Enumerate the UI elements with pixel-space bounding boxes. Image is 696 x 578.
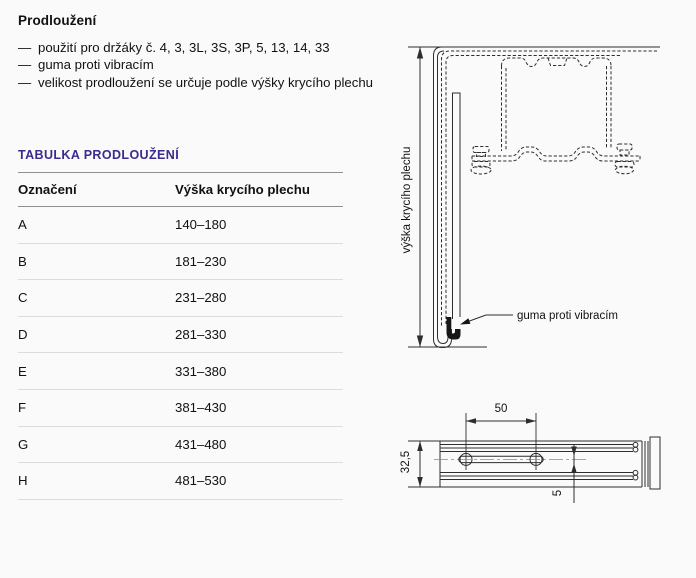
width-dimension [466,403,536,470]
table-header-row [18,172,343,207]
cell-code: G [18,436,29,452]
table-title: TABULKA PRODLOUŽENÍ [18,148,180,162]
bullet-item [18,74,380,91]
gap-dimension [552,444,577,503]
bullet-text: použití pro držáky č. 4, 3, 3L, 3S, 3P, 5, 13, 14, 33 [38,40,330,55]
bullet-text: velikost prodloužení se určuje podle výšky krycího plechu [38,74,373,90]
cell-range: 281–330 [175,327,227,343]
section-height-label: 32,5 [400,450,412,474]
cell-code: A [18,217,27,233]
height-dimension [401,47,487,347]
extension-table [18,148,343,500]
cell-range: 140–180 [175,217,227,233]
cell-range: 481–530 [175,473,227,489]
cell-range: 231–280 [175,290,227,306]
rubber-pad [447,317,461,340]
cell-range: 431–480 [175,436,227,452]
width-dimension-label: 50 [494,403,508,415]
drawing-side-view [380,20,696,370]
cell-code: H [18,473,28,489]
cell-range: 181–230 [175,253,227,269]
cell-range: 381–430 [175,400,227,416]
bullet-text: guma proti vibracím [38,57,154,73]
cell-code: D [18,327,28,343]
bracket-outline [442,51,658,327]
table-row [18,390,343,427]
gap-dimension-label: 5 [552,489,564,497]
height-dimension-section [400,441,445,487]
rubber-callout [460,310,618,325]
table-row [18,353,343,390]
cell-range: 331–380 [175,363,227,379]
table-row [18,317,343,354]
column-header-code: Označení [18,182,77,197]
bullet-item [18,56,380,73]
table-row [18,244,343,281]
column-header-range: Výška krycího plechu [175,182,310,197]
bullet-item [18,39,380,56]
cell-code: E [18,363,27,379]
bullet-list [18,39,380,91]
rubber-callout-label: guma proti vibracím [517,310,618,322]
table-row [18,280,343,317]
bullet-dash: — [18,40,32,55]
table-row [18,207,343,244]
cell-code: C [18,290,28,306]
bullet-dash: — [18,74,32,90]
profile-section-outline [408,437,660,489]
height-dimension-label: výška krycího plechu [401,146,413,254]
extension-profile-outline [434,47,461,348]
page-title: Prodloužení [18,13,97,28]
cell-code: F [18,400,27,416]
table-row [18,463,343,500]
drawing-cross-section [380,385,680,530]
table-row [18,427,343,464]
bullet-dash: — [18,57,32,73]
cell-code: B [18,253,27,269]
